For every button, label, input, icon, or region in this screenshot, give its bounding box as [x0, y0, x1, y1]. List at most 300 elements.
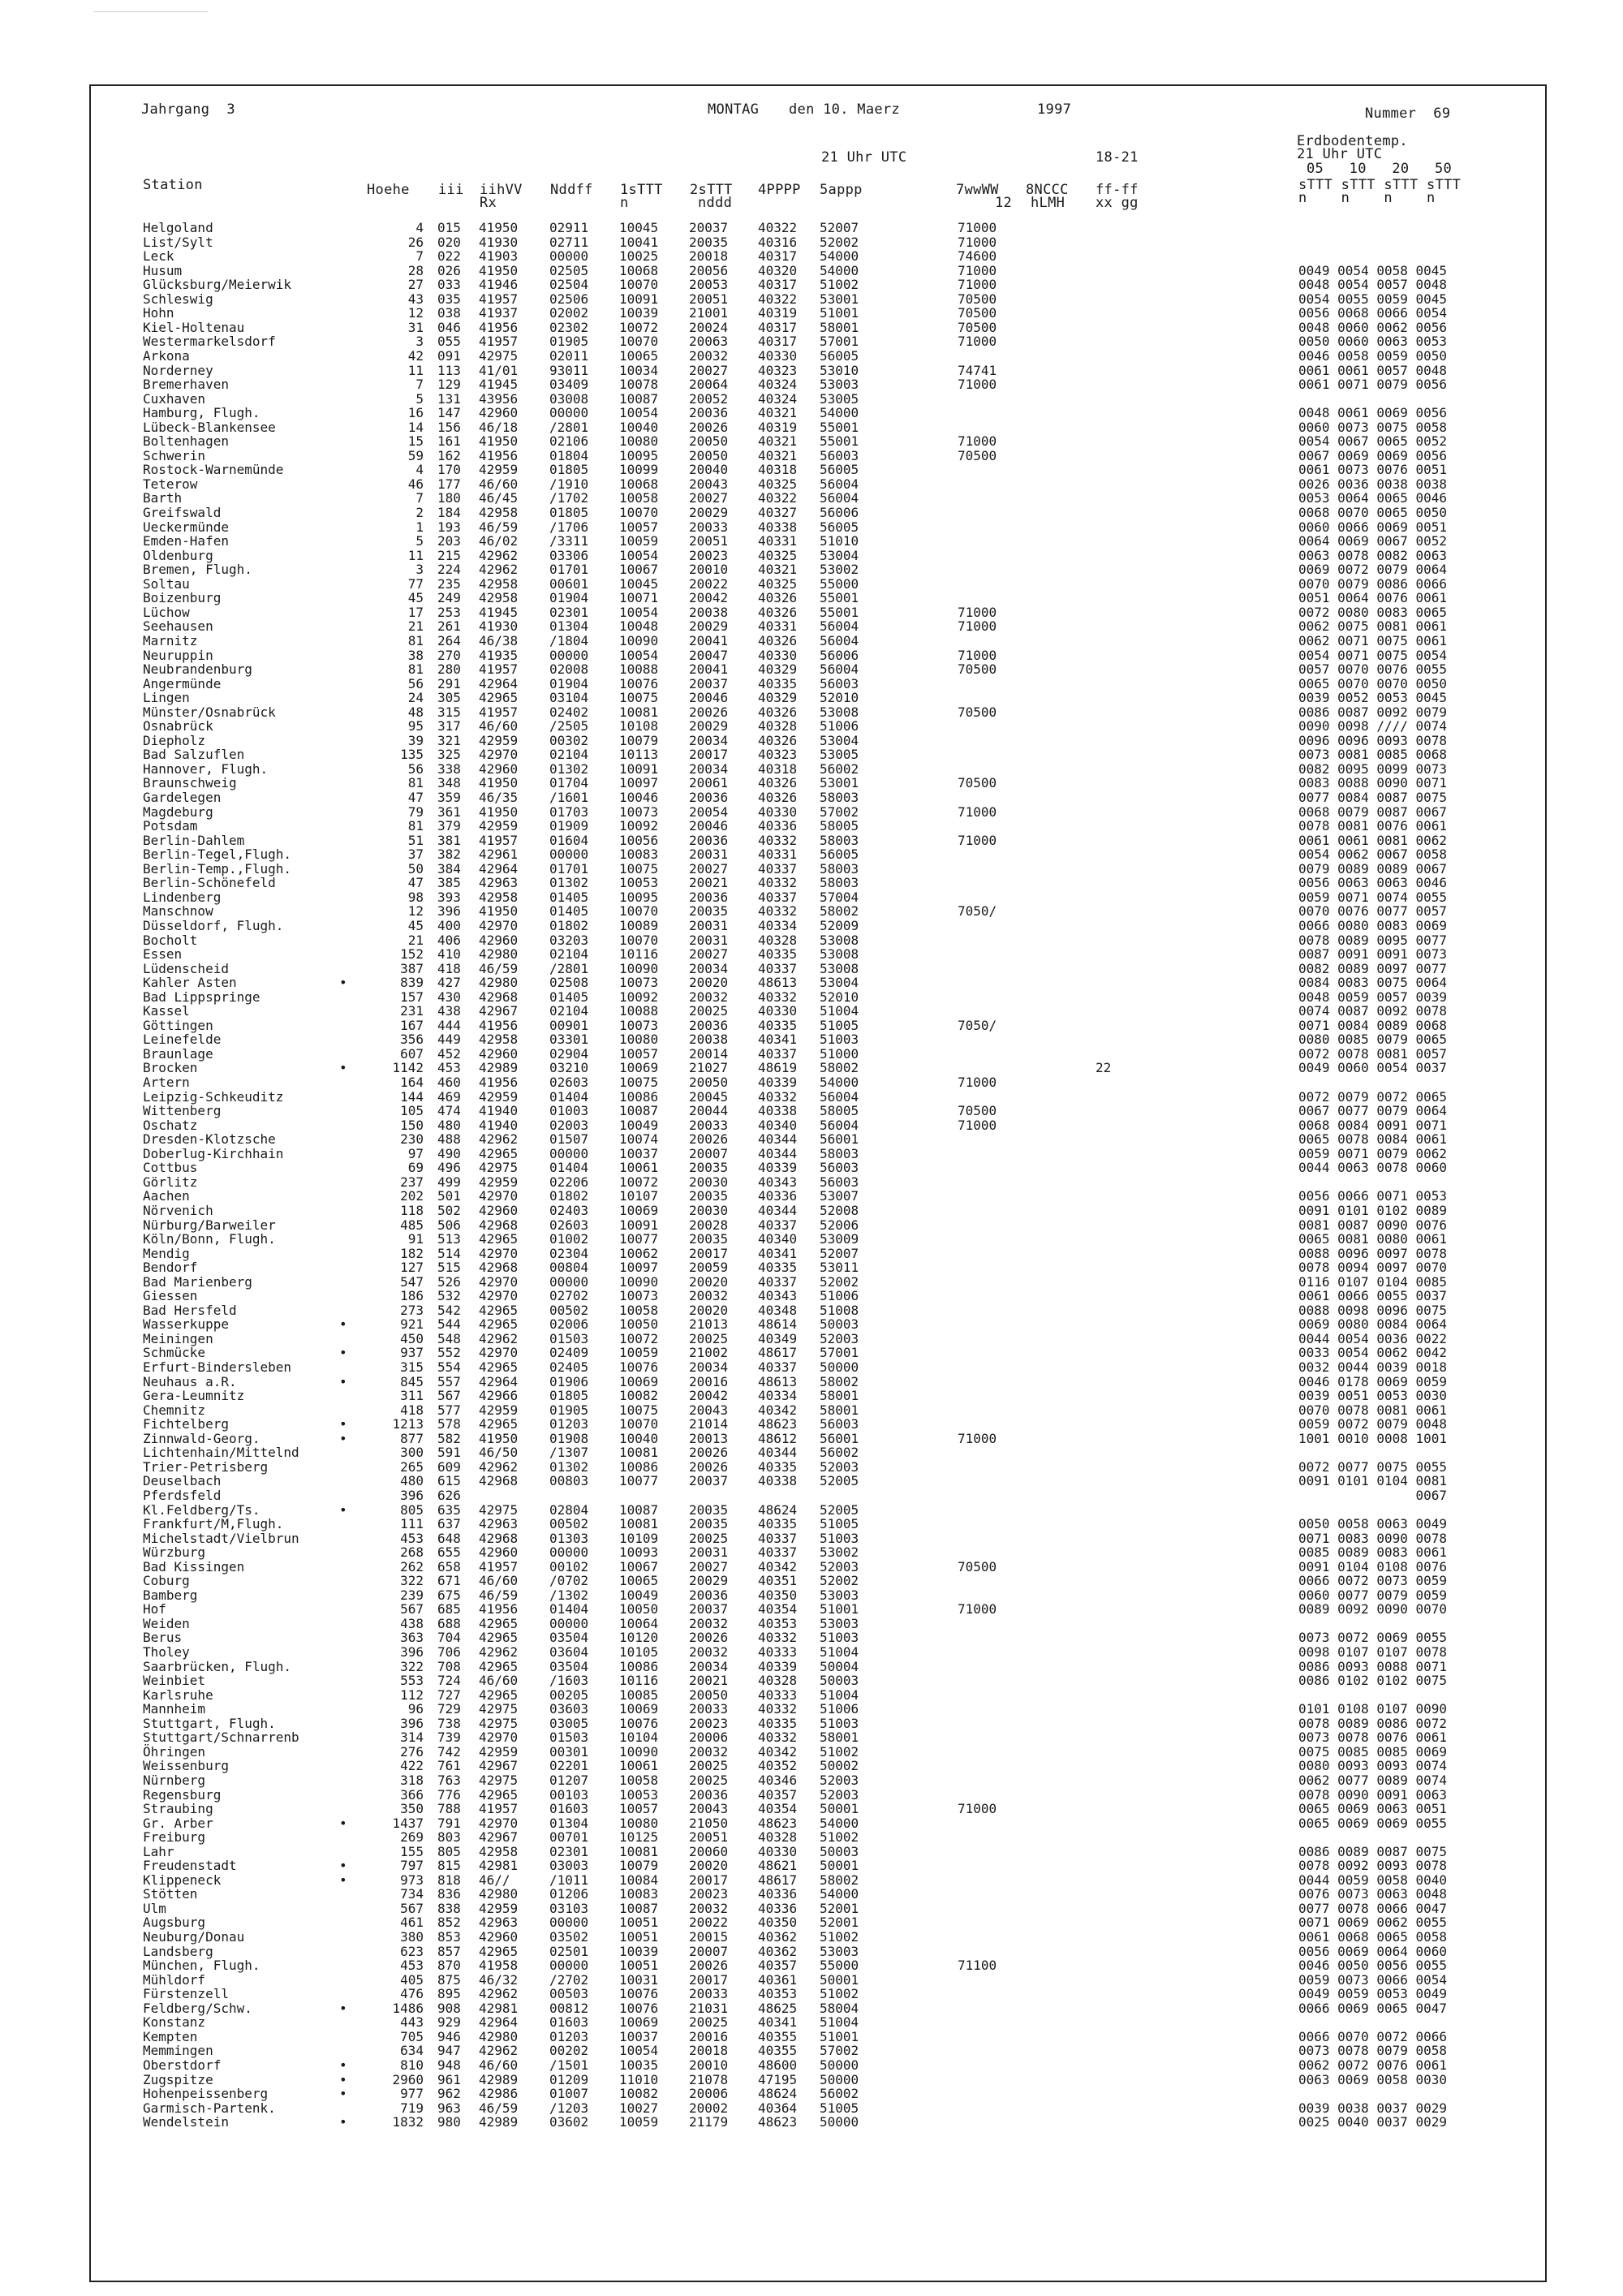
- elevated-station-marker: •: [339, 1416, 347, 1432]
- cell-soil: 0044 0059 0058 0040: [1298, 1872, 1448, 1888]
- cell-t2: 20027: [689, 946, 729, 963]
- cell-hoehe: 262: [400, 1558, 424, 1574]
- cell-soil: 0039 0052 0053 0045: [1298, 690, 1448, 706]
- cell-nd: 03502: [549, 1929, 589, 1945]
- cell-p: 40337: [758, 1217, 798, 1233]
- cell-a: 51006: [820, 1701, 859, 1717]
- col-hoehe: Hoehe: [367, 182, 410, 198]
- cell-a: 51005: [820, 2100, 859, 2116]
- cell-p: 48624: [758, 1501, 798, 1518]
- cell-t2: 20017: [689, 1872, 729, 1888]
- cell-p: 40361: [758, 1971, 798, 1988]
- cell-t1: 10059: [619, 533, 659, 549]
- cell-ih: 42965: [479, 1943, 519, 1959]
- cell-a: 52002: [820, 1573, 859, 1589]
- cell-t2: 20036: [689, 790, 729, 805]
- cell-w: 71000: [958, 220, 997, 235]
- cell-a: 53005: [820, 390, 859, 407]
- cell-iii: 020: [437, 234, 461, 250]
- cell-a: 52003: [820, 1330, 859, 1346]
- cell-nd: 03003: [549, 1858, 589, 1874]
- cell-hoehe: 4: [415, 220, 424, 235]
- cell-t2: 20035: [689, 1160, 729, 1176]
- cell-a: 53001: [820, 775, 859, 791]
- cell-t2: 20038: [689, 1032, 729, 1048]
- cell-nd: 01908: [549, 1430, 589, 1446]
- cell-soil: 0061 0071 0079 0056: [1298, 377, 1448, 393]
- cell-t2: 21002: [689, 1345, 729, 1361]
- cell-station: Boltenhagen: [143, 433, 229, 450]
- cell-iii: 305: [437, 690, 461, 706]
- cell-hoehe: 318: [400, 1772, 424, 1788]
- cell-t2: 20035: [689, 1231, 729, 1247]
- cell-station: Oberstdorf: [143, 2057, 222, 2073]
- cell-nd: 02405: [549, 1359, 589, 1375]
- cell-iii: 853: [437, 1929, 461, 1945]
- cell-w: 7050/: [958, 1017, 997, 1033]
- cell-station: Deuselbach: [143, 1473, 222, 1489]
- cell-soil: 0051 0064 0076 0061: [1298, 590, 1448, 606]
- cell-ih: 42989: [479, 2071, 519, 2087]
- cell-t1: 10061: [619, 1160, 659, 1176]
- cell-hoehe: 734: [400, 1886, 424, 1902]
- cell-station: Bad Kissingen: [143, 1558, 245, 1574]
- cell-iii: 381: [437, 832, 461, 848]
- cell-station: Klippeneck: [143, 1872, 222, 1888]
- cell-t2: 20014: [689, 1045, 729, 1062]
- cell-iii: 496: [437, 1160, 461, 1176]
- cell-ih: 41935: [479, 647, 519, 663]
- cell-hoehe: 450: [400, 1330, 424, 1346]
- cell-p: 40337: [758, 1045, 798, 1062]
- cell-hoehe: 405: [400, 1971, 424, 1988]
- cell-hoehe: 97: [407, 1145, 424, 1161]
- cell-hoehe: 127: [400, 1260, 424, 1276]
- cell-a: 53005: [820, 747, 859, 763]
- cell-t2: 20020: [689, 975, 729, 991]
- col-1sttt: 1sTTT: [620, 182, 663, 198]
- col-ffff: ff-ff: [1096, 182, 1139, 198]
- cell-t2: 20033: [689, 1117, 729, 1133]
- cell-iii: 438: [437, 1003, 461, 1019]
- cell-iii: 224: [437, 562, 461, 578]
- cell-hoehe: 81: [407, 632, 424, 648]
- cell-station: Helgoland: [143, 220, 213, 235]
- cell-a: 51006: [820, 1288, 859, 1304]
- cell-station: Düsseldorf, Flugh.: [143, 917, 284, 933]
- cell-p: 48623: [758, 1815, 798, 1831]
- cell-nd: 01604: [549, 832, 589, 848]
- cell-a: 52002: [820, 234, 859, 250]
- cell-p: 40332: [758, 903, 798, 920]
- cell-soil: 0065 0081 0080 0061: [1298, 1231, 1448, 1247]
- cell-p: 40316: [758, 234, 798, 250]
- cell-station: Landsberg: [143, 1943, 213, 1959]
- cell-soil: 0087 0091 0091 0073: [1298, 946, 1448, 963]
- cell-ih: 41/01: [479, 362, 519, 378]
- cell-nd: 02304: [549, 1245, 589, 1261]
- cell-soil: 0068 0084 0091 0071: [1298, 1117, 1448, 1133]
- cell-soil: 0075 0085 0085 0069: [1298, 1743, 1448, 1760]
- cell-p: 40335: [758, 1458, 798, 1475]
- soil-temp-time: 21 Uhr UTC: [1297, 146, 1383, 162]
- cell-p: 40324: [758, 377, 798, 393]
- cell-t2: 20050: [689, 433, 729, 450]
- date-label: den 10. Maerz: [789, 101, 900, 118]
- cell-iii: 410: [437, 946, 461, 963]
- cell-t1: 10083: [619, 1886, 659, 1902]
- cell-a: 52001: [820, 1900, 859, 1916]
- cell-hoehe: 186: [400, 1288, 424, 1304]
- cell-nd: 03210: [549, 1060, 589, 1076]
- cell-a: 53011: [820, 1260, 859, 1276]
- cell-a: 51010: [820, 533, 859, 549]
- cell-t2: 21031: [689, 2000, 729, 2016]
- cell-ih: 46/32: [479, 1971, 519, 1988]
- cell-a: 56003: [820, 447, 859, 463]
- cell-station: Frankfurt/M,Flugh.: [143, 1516, 284, 1532]
- cell-hoehe: 265: [400, 1458, 424, 1475]
- cell-t2: 20029: [689, 718, 729, 734]
- cell-soil: 0086 0087 0092 0079: [1298, 704, 1448, 720]
- cell-nd: 01304: [549, 1815, 589, 1831]
- cell-a: 56001: [820, 1430, 859, 1446]
- cell-p: 48623: [758, 1416, 798, 1432]
- cell-iii: 544: [437, 1316, 461, 1333]
- cell-station: Nürnberg: [143, 1772, 206, 1788]
- cell-p: 48621: [758, 1858, 798, 1874]
- cell-nd: 02804: [549, 1501, 589, 1518]
- col-hlmh: hLMH: [1031, 195, 1065, 211]
- cell-nd: 01909: [549, 818, 589, 834]
- cell-ih: 42970: [479, 1345, 519, 1361]
- cell-a: 51000: [820, 1045, 859, 1062]
- cell-p: 40326: [758, 790, 798, 805]
- cell-a: 54000: [820, 405, 859, 421]
- cell-nd: 02201: [549, 1758, 589, 1774]
- cell-p: 40344: [758, 1445, 798, 1461]
- cell-iii: 379: [437, 818, 461, 834]
- cell-soil: 0057 0070 0076 0055: [1298, 661, 1448, 678]
- cell-t1: 10074: [619, 1131, 659, 1148]
- cell-ih: 42959: [479, 1174, 519, 1190]
- cell-hoehe: 230: [400, 1131, 424, 1148]
- cell-nd: 00102: [549, 1558, 589, 1574]
- cell-ih: 42962: [479, 1458, 519, 1475]
- cell-iii: 147: [437, 405, 461, 421]
- cell-a: 51001: [820, 305, 859, 321]
- cell-t2: 20034: [689, 1658, 729, 1674]
- cell-ih: 42960: [479, 1929, 519, 1945]
- cell-iii: 706: [437, 1644, 461, 1660]
- cell-iii: 685: [437, 1601, 461, 1618]
- cell-p: 40331: [758, 533, 798, 549]
- cell-t2: 20033: [689, 519, 729, 535]
- cell-p: 40362: [758, 1929, 798, 1945]
- cell-a: 56004: [820, 476, 859, 492]
- cell-soil: 0085 0089 0083 0061: [1298, 1544, 1448, 1561]
- cell-soil: 0073 0078 0079 0058: [1298, 2043, 1448, 2059]
- cell-iii: 427: [437, 975, 461, 991]
- cell-iii: 469: [437, 1088, 461, 1105]
- cell-ih: 42965: [479, 1615, 519, 1631]
- cell-p: 40337: [758, 889, 798, 905]
- cell-nd: 03005: [549, 1715, 589, 1731]
- cell-iii: 791: [437, 1815, 461, 1831]
- cell-a: 53004: [820, 547, 859, 563]
- cell-t2: 20020: [689, 1273, 729, 1290]
- cell-iii: 963: [437, 2100, 461, 2116]
- cell-t1: 10048: [619, 618, 659, 635]
- cell-a: 50003: [820, 1316, 859, 1333]
- cell-iii: 962: [437, 2086, 461, 2102]
- cell-a: 58001: [820, 319, 859, 335]
- cell-hoehe: 79: [407, 803, 424, 820]
- cell-hoehe: 1832: [392, 2114, 424, 2130]
- cell-hoehe: 396: [400, 1487, 424, 1503]
- cell-p: 40342: [758, 1743, 798, 1760]
- cell-a: 58001: [820, 1730, 859, 1746]
- cell-t1: 10059: [619, 1345, 659, 1361]
- cell-a: 56002: [820, 1445, 859, 1461]
- cell-station: Marnitz: [143, 632, 198, 648]
- cell-iii: 444: [437, 1017, 461, 1033]
- cell-p: 40364: [758, 2100, 798, 2116]
- cell-hoehe: 276: [400, 1743, 424, 1760]
- cell-t2: 20031: [689, 1544, 729, 1561]
- cell-station: Augsburg: [143, 1915, 206, 1931]
- cell-t2: 20033: [689, 1701, 729, 1717]
- cell-t1: 10067: [619, 1558, 659, 1574]
- cell-station: Kempten: [143, 2028, 198, 2044]
- cell-iii: 870: [437, 1958, 461, 1974]
- cell-t2: 20021: [689, 875, 729, 891]
- elevated-station-marker: •: [339, 1872, 347, 1888]
- cell-iii: 022: [437, 248, 461, 265]
- cell-ih: 42958: [479, 889, 519, 905]
- cell-iii: 739: [437, 1730, 461, 1746]
- cell-a: 57001: [820, 1345, 859, 1361]
- cell-w: 71100: [958, 1958, 997, 1974]
- cell-t1: 10070: [619, 334, 659, 350]
- cell-a: 51003: [820, 1715, 859, 1731]
- cell-t1: 10072: [619, 1174, 659, 1190]
- cell-p: 40337: [758, 1273, 798, 1290]
- cell-ih: 42967: [479, 1829, 519, 1846]
- cell-nd: 02301: [549, 604, 589, 620]
- cell-station: Bad Hersfeld: [143, 1302, 237, 1318]
- cell-station: Potsdam: [143, 818, 198, 834]
- cell-station: Coburg: [143, 1573, 190, 1589]
- cell-t1: 10080: [619, 433, 659, 450]
- cell-soil: 0046 0178 0069 0059: [1298, 1373, 1448, 1389]
- cell-nd: 01904: [549, 675, 589, 691]
- cell-hoehe: 56: [407, 675, 424, 691]
- cell-t1: 10079: [619, 1858, 659, 1874]
- cell-t2: 20010: [689, 562, 729, 578]
- cell-p: 40330: [758, 1843, 798, 1859]
- cell-soil: 0096 0096 0093 0078: [1298, 732, 1448, 748]
- cell-t2: 20032: [689, 1900, 729, 1916]
- cell-soil: 0046 0050 0056 0055: [1298, 1958, 1448, 1974]
- cell-ih: 42960: [479, 932, 519, 948]
- cell-soil: 0063 0078 0082 0063: [1298, 547, 1448, 563]
- cell-station: Mendig: [143, 1245, 190, 1261]
- cell-t2: 20027: [689, 490, 729, 506]
- cell-a: 53008: [820, 704, 859, 720]
- cell-ih: 42980: [479, 946, 519, 963]
- cell-ih: 42965: [479, 1658, 519, 1674]
- cell-station: Konstanz: [143, 2014, 206, 2031]
- cell-hoehe: 2: [415, 505, 424, 520]
- cell-a: 51005: [820, 1017, 859, 1033]
- cell-p: 40335: [758, 1516, 798, 1532]
- cell-ih: 42968: [479, 1260, 519, 1276]
- cell-iii: 385: [437, 875, 461, 891]
- cell-t1: 10050: [619, 1316, 659, 1333]
- cell-w: 71000: [958, 1601, 997, 1618]
- cell-p: 40354: [758, 1601, 798, 1618]
- elevated-station-marker: •: [339, 1060, 347, 1076]
- cell-iii: 325: [437, 747, 461, 763]
- cell-hoehe: 48: [407, 704, 424, 720]
- cell-nd: 02104: [549, 1003, 589, 1019]
- cell-t2: 20050: [689, 1686, 729, 1703]
- cell-hoehe: 1486: [392, 2000, 424, 2016]
- cell-ih: 42958: [479, 590, 519, 606]
- cell-ih: 42965: [479, 1302, 519, 1318]
- cell-station: Bad Marienberg: [143, 1273, 252, 1290]
- obs-time-label: 21 Uhr UTC: [821, 149, 907, 166]
- cell-t1: 10041: [619, 234, 659, 250]
- cell-iii: 055: [437, 334, 461, 350]
- cell-t1: 10081: [619, 1445, 659, 1461]
- cell-t2: 20025: [689, 1330, 729, 1346]
- cell-p: 48624: [758, 2086, 798, 2102]
- cell-nd: /2801: [549, 960, 589, 976]
- cell-hoehe: 152: [400, 946, 424, 963]
- cell-p: 40326: [758, 775, 798, 791]
- cell-iii: 038: [437, 305, 461, 321]
- cell-iii: 803: [437, 1829, 461, 1846]
- cell-iii: 708: [437, 1658, 461, 1674]
- cell-hoehe: 977: [400, 2086, 424, 2102]
- cell-t1: 10075: [619, 1075, 659, 1090]
- cell-station: Cottbus: [143, 1160, 198, 1176]
- cell-p: 40348: [758, 1302, 798, 1318]
- cell-hoehe: 135: [400, 747, 424, 763]
- cell-nd: 00000: [549, 1273, 589, 1290]
- cell-p: 40339: [758, 1160, 798, 1176]
- cell-station: Lüdenscheid: [143, 960, 229, 976]
- cell-station: Wasserkuppe: [143, 1316, 229, 1333]
- cell-iii: 170: [437, 462, 461, 478]
- cell-nd: 01007: [549, 2086, 589, 2102]
- cell-a: 53007: [820, 1188, 859, 1204]
- cell-hoehe: 155: [400, 1843, 424, 1859]
- cell-a: 56005: [820, 462, 859, 478]
- cell-iii: 156: [437, 419, 461, 435]
- cell-hoehe: 387: [400, 960, 424, 976]
- cell-a: 50000: [820, 2114, 859, 2130]
- cell-ih: 42963: [479, 1516, 519, 1532]
- cell-ih: 42970: [479, 1245, 519, 1261]
- cell-hoehe: 268: [400, 1544, 424, 1561]
- cell-hoehe: 45: [407, 590, 424, 606]
- cell-ih: 42960: [479, 1202, 519, 1218]
- cell-a: 55000: [820, 1958, 859, 1974]
- cell-ih: 42965: [479, 1359, 519, 1375]
- cell-nd: 01302: [549, 875, 589, 891]
- cell-iii: 506: [437, 1217, 461, 1233]
- cell-ih: 41956: [479, 1075, 519, 1090]
- cell-nd: 02402: [549, 704, 589, 720]
- cell-station: Greifswald: [143, 505, 222, 520]
- cell-iii: 815: [437, 1858, 461, 1874]
- cell-hoehe: 705: [400, 2028, 424, 2044]
- cell-nd: 01302: [549, 760, 589, 777]
- cell-hoehe: 77: [407, 575, 424, 592]
- cell-t1: 10076: [619, 675, 659, 691]
- cell-w: 71000: [958, 262, 997, 278]
- cell-soil: 0048 0054 0057 0048: [1298, 277, 1448, 293]
- cell-ih: 42958: [479, 505, 519, 520]
- cell-soil: 0069 0072 0079 0064: [1298, 562, 1448, 578]
- cell-p: 40342: [758, 1402, 798, 1418]
- cell-station: Tholey: [143, 1644, 190, 1660]
- cell-iii: 515: [437, 1260, 461, 1276]
- cell-soil: 0071 0083 0090 0078: [1298, 1530, 1448, 1546]
- cell-nd: 00901: [549, 1017, 589, 1033]
- cell-iii: 761: [437, 1758, 461, 1774]
- cell-soil: 0059 0072 0079 0048: [1298, 1416, 1448, 1432]
- cell-nd: /2702: [549, 1971, 589, 1988]
- cell-nd: 00601: [549, 575, 589, 592]
- cell-ih: 41957: [479, 661, 519, 678]
- cell-iii: 946: [437, 2028, 461, 2044]
- cell-soil: 0049 0059 0053 0049: [1298, 1986, 1448, 2002]
- cell-nd: 01404: [549, 1088, 589, 1105]
- cell-p: 40336: [758, 1886, 798, 1902]
- cell-w: 71000: [958, 377, 997, 393]
- cell-soil: 0060 0077 0079 0059: [1298, 1587, 1448, 1603]
- cell-hoehe: 322: [400, 1573, 424, 1589]
- cell-a: 52002: [820, 1273, 859, 1290]
- cell-station: Freiburg: [143, 1829, 206, 1846]
- cell-p: 40337: [758, 860, 798, 877]
- cell-hoehe: 5: [415, 533, 424, 549]
- cell-t2: 20043: [689, 1801, 729, 1817]
- cell-t2: 20026: [689, 1445, 729, 1461]
- cell-t2: 20063: [689, 334, 729, 350]
- cell-t1: 10053: [619, 1786, 659, 1803]
- cell-t1: 10091: [619, 1217, 659, 1233]
- cell-a: 52010: [820, 989, 859, 1005]
- cell-hoehe: 719: [400, 2100, 424, 2116]
- cell-p: 40333: [758, 1686, 798, 1703]
- cell-p: 40344: [758, 1202, 798, 1218]
- cell-a: 55001: [820, 590, 859, 606]
- cell-station: Husum: [143, 262, 183, 278]
- cell-t2: 20044: [689, 1103, 729, 1119]
- cell-hoehe: 38: [407, 647, 424, 663]
- cell-ih: 46/18: [479, 419, 519, 435]
- cell-p: 40332: [758, 1088, 798, 1105]
- cell-nd: 00000: [549, 846, 589, 863]
- cell-station: Erfurt-Bindersleben: [143, 1359, 292, 1375]
- cell-nd: 00301: [549, 1743, 589, 1760]
- cell-hoehe: 26: [407, 234, 424, 250]
